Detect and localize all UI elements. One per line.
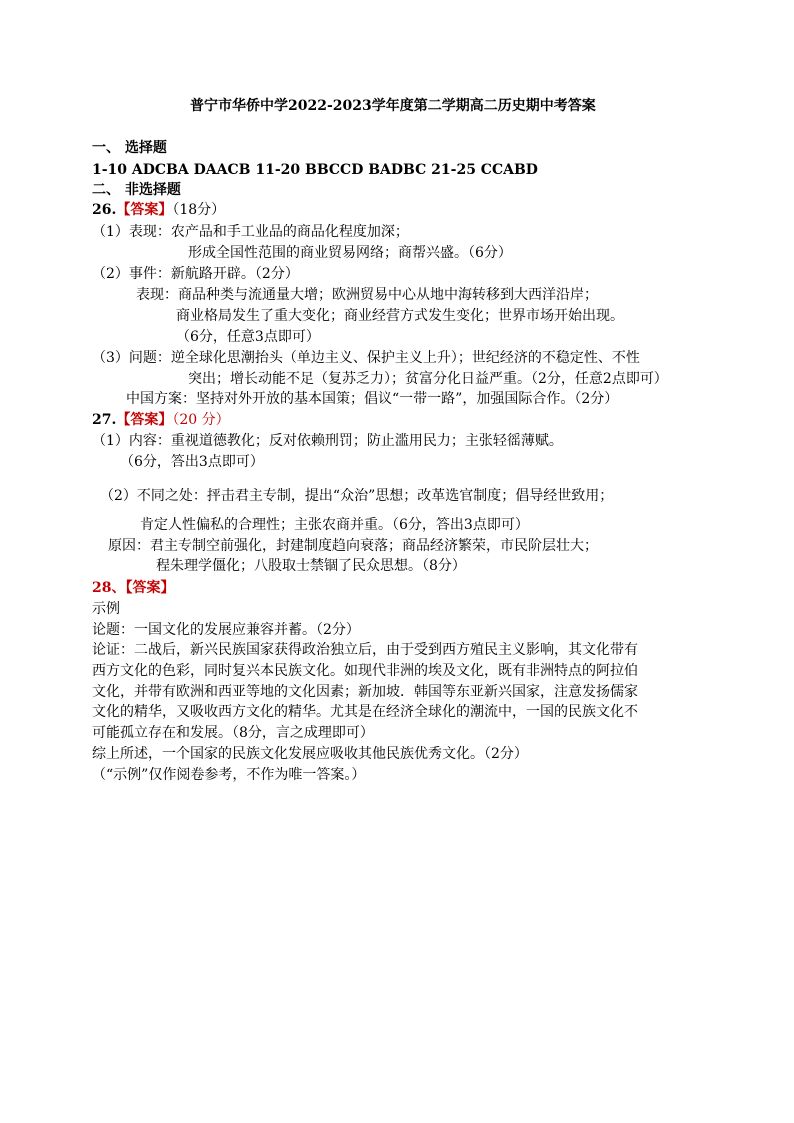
q26-line: （2）事件：新航路开辟。（2分）	[92, 266, 299, 282]
q28-line: 文化的精华，又吸收西方文化的精华。尤其是在经济全球化的潮流中，一国的民族文化不	[92, 704, 638, 720]
q26-line: （3）问题：逆全球化思潮抬头（单边主义、保护主义上升）；世纪经济的不稳定性、不性	[92, 350, 640, 366]
q28-line: 示例	[92, 601, 120, 617]
q28-line: 可能孤立存在和发展。（8分，言之成理即可）	[92, 725, 374, 741]
page-title: 普宁市华侨中学2022-2023学年度第二学期高二历史期中考答案	[190, 98, 596, 114]
q26-line: 商业格局发生了重大变化；商业经营方式发生变化；世界市场开始出现。	[176, 308, 624, 324]
q28-header: 28、【答案】	[92, 580, 175, 596]
q26-line: 形成全国性范围的商业贸易网络；商帮兴盛。（6分）	[188, 245, 512, 261]
q26-header	[92, 200, 225, 220]
q28-line: 综上所述，一个国家的民族文化发展应吸收其他民族优秀文化。（2分）	[92, 746, 528, 762]
q27-number: 27.	[92, 412, 117, 428]
q28-line: 论题：一国文化的发展应兼容并蓄。（2分）	[92, 622, 360, 638]
q27-line: （1）内容：重视道德教化；反对依赖刑罚；防止滥用民力；主张轻徭薄赋。	[92, 433, 563, 449]
q27-score: （20 分）	[172, 412, 230, 428]
choice-answers: 1-10 ADCBA DAACB 11-20 BBCCD BADBC 21-25 CCABD	[92, 162, 538, 178]
q26-answer-tag: 【答案】	[116, 202, 173, 218]
section-heading-choice: 一、 选择题	[92, 140, 167, 156]
q28-line: （“示例”仅作阅卷参考，不作为唯一答案。）	[92, 767, 366, 783]
q28-line: 论证：二战后，新兴民族国家获得政治独立后，由于受到西方殖民主义影响，其文化带有	[92, 642, 638, 658]
section-heading-nonchoice: 二、 非选择题	[92, 182, 181, 198]
q27-answer-tag: 【答案】	[116, 412, 173, 428]
q26-line: （1）表现：农产品和手工业品的商品化程度加深；	[92, 224, 409, 240]
q27-header	[92, 410, 230, 430]
q26-line: 突出；增长动能不足（复苏乏力）；贫富分化日益严重。（2分，任意2点即可）	[188, 371, 668, 387]
q27-line: 肯定人性偏私的合理性；主张农商并重。（6分，答出3点即可）	[140, 517, 529, 533]
q27-line: （2）不同之处：抨击君主专制，提出“众治”思想；改革选官制度；倡导经世致用；	[100, 488, 614, 504]
q26-line: 表现：商品种类与流通量大增；欧洲贸易中心从地中海转移到大西洋沿岸；	[136, 287, 598, 303]
q26-number: 26.	[92, 202, 117, 218]
q27-line: 程朱理学僵化；八股取士禁锢了民众思想。（8分）	[156, 558, 466, 574]
q28-line: 西方文化的色彩，同时复兴本民族文化。如现代非洲的埃及文化，既有非洲特点的阿拉伯	[92, 663, 638, 679]
q27-line: （6分，答出3点即可）	[120, 454, 264, 470]
q26-score: （18分）	[172, 202, 226, 218]
q26-line: （6分，任意3点即可）	[176, 329, 320, 345]
q27-line: 原因：君主专制空前强化，封建制度趋向衰落；商品经济繁荣，市民阶层壮大；	[108, 538, 598, 554]
q26-line: 中国方案：坚持对外开放的基本国策；倡议“一带一路”，加强国际合作。（2分）	[126, 391, 619, 407]
q28-line: 文化，并带有欧洲和西亚等地的文化因素；新加坡．韩国等东亚新兴国家，注意发扬儒家	[92, 684, 638, 700]
